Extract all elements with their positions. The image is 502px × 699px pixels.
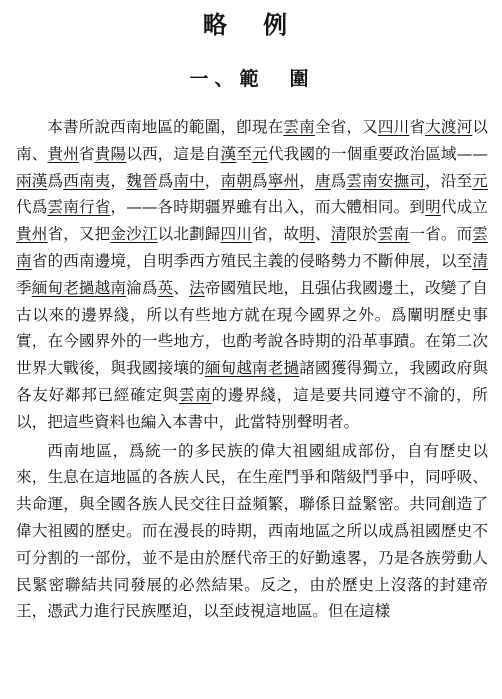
proper-name-underlined: 四川 bbox=[220, 225, 253, 244]
text-run: ， bbox=[204, 171, 221, 190]
proper-name-underlined: 貴州 bbox=[16, 225, 48, 244]
text-run: 以北劃歸 bbox=[157, 225, 221, 244]
proper-name-underlined: 雲南安撫司 bbox=[346, 171, 426, 190]
text-run: 帝國殖民地，且强佔我國邊土，改變了自古以來的邊界綫，所以有些地方就在現今國界之外。爲闡明歷史事實，在今國界外的一些地方，也酌考說各時期的沿革事蹟。在第二次世界大戰後，與我國接壤的 bbox=[16, 278, 488, 378]
text-run: 一省。而 bbox=[409, 225, 473, 244]
text-run: 、 bbox=[173, 278, 190, 297]
text-run: 爲 bbox=[157, 171, 174, 190]
text-run: 以西，這是自 bbox=[126, 144, 221, 163]
text-run: 諸國獲得獨立，我國政府與各友好鄰邦已經確定與 bbox=[16, 359, 488, 404]
proper-name-underlined: 雲南 bbox=[283, 118, 315, 136]
proper-name-underlined: 元 bbox=[252, 144, 268, 163]
proper-name-underlined: 越南 bbox=[94, 278, 127, 297]
text-run: 省，故 bbox=[252, 225, 300, 244]
proper-name-underlined: 唐 bbox=[314, 171, 331, 190]
proper-name-underlined: 西南夷 bbox=[63, 171, 111, 190]
text-run: ，——各時期疆界雖有出入，而大體相同。到 bbox=[110, 198, 426, 217]
proper-name-underlined: 大渡河 bbox=[425, 118, 473, 136]
text-run: ， bbox=[299, 171, 315, 190]
proper-name-underlined: 明 bbox=[299, 225, 315, 244]
proper-name-underlined: 漢 bbox=[220, 144, 237, 163]
proper-name-underlined: 緬甸 bbox=[204, 359, 237, 378]
proper-name-underlined: 金沙江 bbox=[110, 225, 158, 244]
proper-name-underlined: 南中 bbox=[173, 171, 205, 190]
proper-name-underlined: 緬甸 bbox=[31, 278, 64, 297]
proper-name-underlined: 四川 bbox=[377, 118, 410, 136]
proper-name-underlined: 清 bbox=[330, 225, 347, 244]
text-run: 省的西南邊境，自明季西方殖民主義的侵略勢力不斷伸展，以至 bbox=[31, 251, 473, 270]
proper-name-underlined: 英 bbox=[157, 278, 174, 297]
proper-name-underlined: 法 bbox=[189, 278, 205, 297]
text-run: 爲 bbox=[47, 171, 64, 190]
page-title: 略 例 bbox=[202, 10, 302, 39]
document-body bbox=[16, 114, 488, 625]
text-run: ，沿至 bbox=[425, 171, 473, 190]
paragraph bbox=[16, 438, 488, 626]
proper-name-underlined: 老撾 bbox=[267, 359, 300, 378]
proper-name-underlined: 魏晉 bbox=[126, 171, 158, 190]
text-run: 、 bbox=[314, 225, 331, 244]
text-run: 代爲 bbox=[16, 198, 48, 217]
text-run: 本書所說西南地區的範圍，卽現在 bbox=[47, 118, 284, 136]
text-run: 的邊界綫，這是要共同遵守不渝的，所以，把這些資料也編入本書中，此當特別聲明者。 bbox=[16, 385, 488, 431]
proper-name-underlined: 貴陽 bbox=[94, 144, 127, 163]
text-run: 代成立 bbox=[440, 198, 488, 217]
proper-name-underlined: 貴州 bbox=[47, 144, 79, 163]
paragraph bbox=[16, 114, 488, 436]
proper-name-underlined: 兩漢 bbox=[16, 171, 48, 190]
text-run: 西南地區，爲統一的多民族的偉大祖國組成部份，自有歷史以來，生息在這地區的各族人民，在生産鬥爭和階級鬥爭中，同呼吸、共命運，與全國各族人民交往日益頻繁，聯係日益緊密。共同創造了偉大祖國的歷史。而在漫長的時期，西南地區之所以成爲祖國歷史不可分割的一部份，並不是由於歷代帝王的好勤遠畧，乃是各族勞動人民緊密聯結共同發展的必然結果。反之，由於歷史上沒落的封建帝王，憑武力進行民族壓迫，以至歧視這地區。但在這樣 bbox=[16, 441, 488, 621]
text-run: 以南、 bbox=[16, 118, 488, 163]
text-run: 全省，又 bbox=[314, 118, 378, 136]
proper-name-underlined: 寧州 bbox=[267, 171, 300, 190]
text-run: 爲 bbox=[252, 171, 268, 190]
text-run: 省，又把 bbox=[47, 225, 111, 244]
text-run: 省 bbox=[78, 144, 95, 163]
proper-name-underlined: 南朝 bbox=[220, 171, 252, 190]
proper-name-underlined: 雲南 bbox=[377, 225, 410, 244]
text-run: 爲 bbox=[330, 171, 347, 190]
section-heading: 一、範 圍 bbox=[189, 68, 315, 90]
text-run: 限於 bbox=[346, 225, 378, 244]
text-run: 至 bbox=[236, 144, 253, 163]
text-run: 季 bbox=[16, 278, 32, 297]
proper-name-underlined: 清 bbox=[472, 251, 488, 270]
proper-name-underlined: 雲南 bbox=[16, 225, 488, 270]
text-run: 代我國的一個重要政治區域—— bbox=[267, 144, 488, 163]
text-run: 淪爲 bbox=[126, 278, 158, 297]
proper-name-underlined: 越南 bbox=[236, 359, 268, 378]
proper-name-underlined: 元 bbox=[472, 171, 488, 190]
proper-name-underlined: 明 bbox=[425, 198, 441, 217]
proper-name-underlined: 雲南 bbox=[179, 385, 212, 404]
text-run: 省 bbox=[409, 118, 426, 136]
text-run: ， bbox=[110, 171, 127, 190]
proper-name-underlined: 老撾 bbox=[63, 278, 95, 297]
proper-name-underlined: 雲南行省 bbox=[47, 198, 111, 217]
